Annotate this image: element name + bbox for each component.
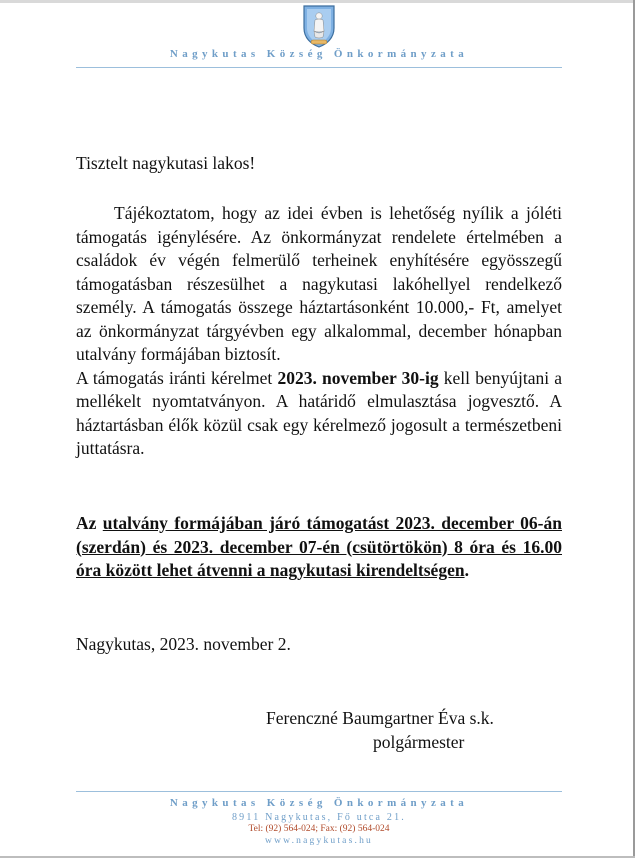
- footer-divider: [76, 791, 562, 792]
- letter-date: Nagykutas, 2023. november 2.: [76, 634, 291, 654]
- paragraph-deadline-before: A támogatás iránti kérelmet: [76, 367, 278, 388]
- header-divider: [76, 67, 562, 68]
- salutation: Tisztelt nagykutasi lakos!: [76, 153, 256, 173]
- pickup-paragraph: [76, 512, 562, 583]
- signer-title: polgármester: [373, 732, 465, 752]
- paragraph-deadline-after: kell benyújtani a mellékelt nyomtatványon. A határidő elmulasztása jogvesztő. A háztartásban élők közül csak egy kérelmező jogosult a természetbeni juttatásra.: [76, 367, 562, 458]
- signer-name: Ferenczné Baumgartner Éva s.k.: [266, 708, 494, 728]
- footer-phone-fax: Tel: (92) 564-024; Fax: (92) 564-024: [248, 824, 390, 834]
- header-org-name: Nagykutas Község Önkormányzata: [169, 48, 469, 60]
- footer-address: 8911 Nagykutas, Fő utca 21.: [231, 812, 406, 823]
- footer-org-name: Nagykutas Község Önkormányzata: [169, 797, 469, 809]
- footer-website: www.nagykutas.hu: [265, 836, 373, 846]
- deadline-date: 2023. november 30-ig: [277, 367, 439, 388]
- letter-body: [76, 202, 562, 461]
- pickup-details: utalvány formájában járó támogatást 2023. december 06-án (szerdán) és 2023. december 07-én (csütörtökön) 8 óra és 16.00 óra között lehet átvenni a nagykutasi kirendeltségen: [76, 513, 562, 580]
- pickup-suffix: .: [464, 560, 469, 580]
- page-border-top: [0, 0, 635, 3]
- coat-of-arms-icon: [302, 4, 336, 49]
- pickup-prefix: Az: [76, 513, 103, 533]
- paragraph-info: Tájékoztatom, hogy az idei évben is lehetőség nyílik a jóléti támogatás igénylésére. Az önkormányzat rendelete értelmében a családok év végén felmerülő terheinek enyhítésére egyösszegű támogatásban részesülhet a nagykutasi lakóhellyel rendelkező személy. A támogatás összege háztartásonként 10.000,- Ft, amelyet az önkormányzat tárgyévben egy alkalommal, december hónapban utalvány formájában biztosít.: [76, 203, 562, 364]
